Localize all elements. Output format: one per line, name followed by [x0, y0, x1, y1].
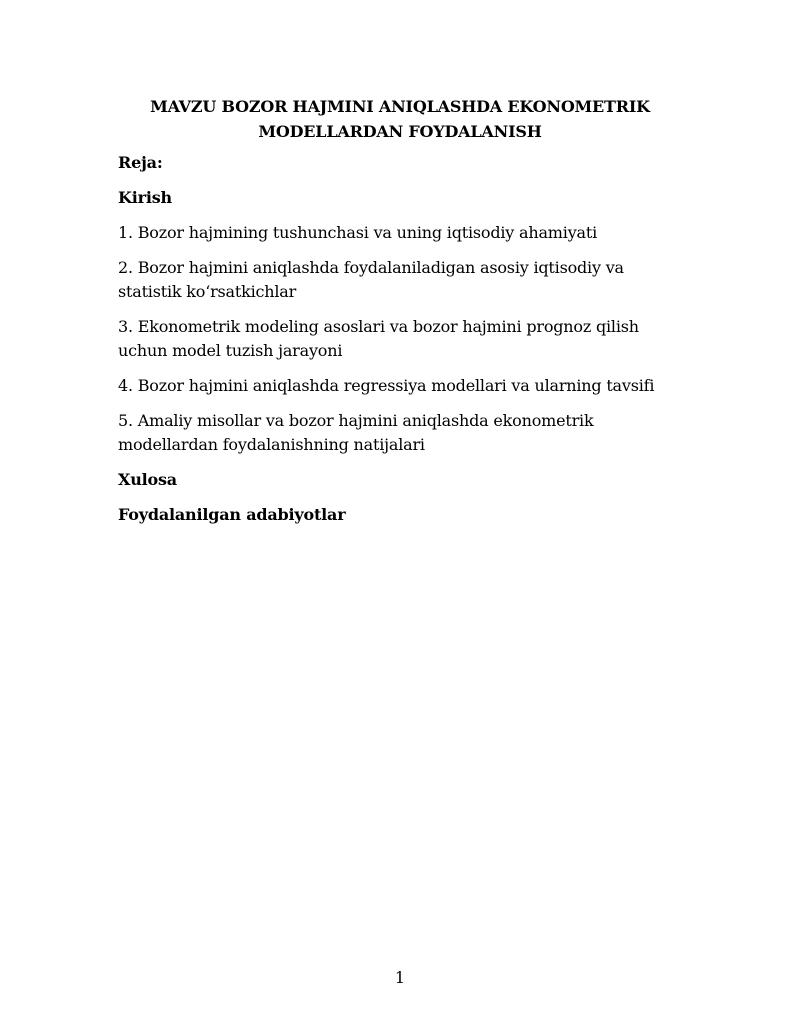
plan-item-1: 1. Bozor hajmining tushunchasi va uning iqtisodiy ahamiyati — [118, 223, 598, 242]
section-intro: Kirish — [118, 188, 172, 207]
plan-item-5: 5. Amaliy misollar va bozor hajmini aniqlashda ekonometrik modellardan foydalanishning natijalari — [118, 411, 594, 454]
section-references: Foydalanilgan adabiyotlar — [118, 505, 346, 524]
plan-item-3: 3. Ekonometrik modeling asoslari va bozor hajmini prognoz qilish uchun model tuzish jarayoni — [118, 317, 639, 360]
title-line-1: MAVZU BOZOR HAJMINI ANIQLASHDA EKONOMETRIK — [150, 97, 650, 116]
document-title — [100, 94, 700, 144]
section-conclusion: Xulosa — [118, 470, 177, 489]
plan-item-2: 2. Bozor hajmini aniqlashda foydalaniladigan asosiy iqtisodiy va statistik ko‘rsatkichlar — [118, 258, 624, 301]
plan-heading: Reja: — [118, 153, 163, 172]
title-line-2: MODELLARDAN FOYDALANISH — [258, 122, 542, 141]
plan-content — [118, 151, 688, 538]
plan-item-4: 4. Bozor hajmini aniqlashda regressiya modellari va ularning tavsifi — [118, 376, 655, 395]
page-number: 1 — [394, 968, 406, 987]
